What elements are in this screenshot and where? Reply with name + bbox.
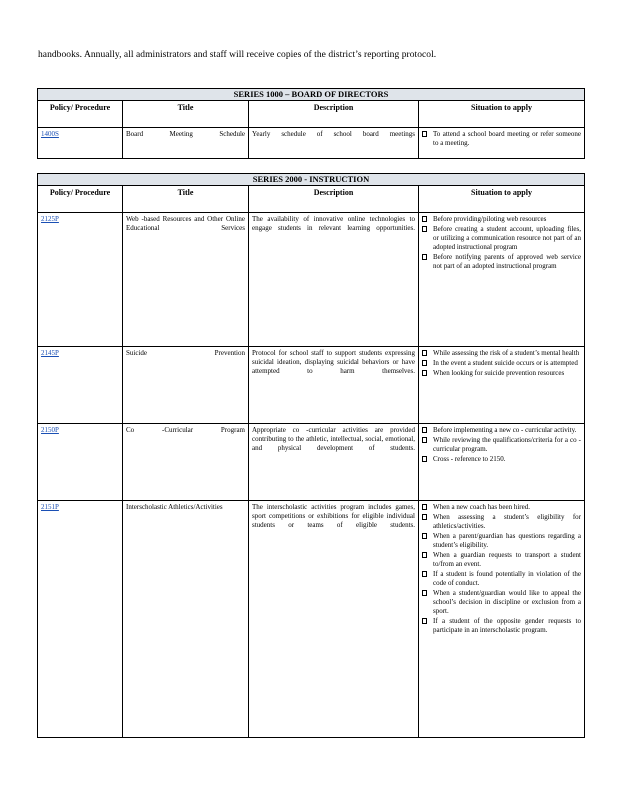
checkbox-icon [422, 226, 427, 232]
series-1000-table [37, 88, 585, 159]
situation-item: Before implementing a new co - curricular activity. [422, 426, 581, 435]
policy-description: Yearly schedule of school board meetings [249, 128, 419, 159]
checkbox-icon [422, 360, 427, 366]
situation-item: To attend a school board meeting or refer someone to a meeting. [422, 130, 581, 148]
checkbox-icon [422, 131, 427, 137]
situation-item: If a student is found potentially in violation of the code of conduct. [422, 570, 581, 588]
policy-link-2145p[interactable]: 2145P [41, 349, 59, 357]
situation-item: When looking for suicide prevention resources [422, 369, 581, 378]
series-2000-header: SERIES 2000 - INSTRUCTION [38, 174, 585, 186]
situation-item: If a student of the opposite gender requests to participate in an interscholastic program. [422, 617, 581, 635]
situation-item: When a parent/guardian has questions regarding a student’s eligibility. [422, 532, 581, 550]
policy-link-2125p[interactable]: 2125P [41, 215, 59, 223]
policy-title: Web -based Resources and Other Online Educational Services [123, 213, 249, 347]
policy-description: The interscholastic activities program includes games, sport competitions or exhibitions for eligible individual students or teams of eligible students. [249, 501, 419, 738]
checkbox-icon [422, 618, 427, 624]
situation-item: When a student/guardian would like to appeal the school’s decision in discipline or exclusion from a sport. [422, 589, 581, 616]
checkbox-icon [422, 254, 427, 260]
policy-description: Appropriate co -curricular activities are provided contributing to the athletic, intellectual, social, emotional, and physical development of students. [249, 424, 419, 501]
situation-item: In the event a student suicide occurs or is attempted [422, 359, 581, 368]
column-policy: Policy/ Procedure [38, 186, 123, 213]
table-row [38, 501, 585, 738]
policy-description: The availability of innovative online technologies to engage students in relevant learning opportunities. [249, 213, 419, 347]
series-1000-header: SERIES 1000 – BOARD OF DIRECTORS [38, 89, 585, 101]
column-description: Description [249, 186, 419, 213]
intro-paragraph: handbooks. Annually, all administrators and staff will receive copies of the district’s reporting protocol. [38, 50, 437, 60]
checkbox-icon [422, 533, 427, 539]
checkbox-icon [422, 590, 427, 596]
situation-item: When a guardian requests to transport a student to/from an event. [422, 551, 581, 569]
table-row [38, 347, 585, 424]
checkbox-icon [422, 514, 427, 520]
column-policy: Policy/ Procedure [38, 101, 123, 128]
policy-description: Protocol for school staff to support students expressing suicidal ideation, displaying suicidal behaviors or have attempted to harm themselves. [249, 347, 419, 424]
policy-link-2151p[interactable]: 2151P [41, 503, 59, 511]
policy-title: Co -Curricular Program [123, 424, 249, 501]
checkbox-icon [422, 350, 427, 356]
situation-item: When a new coach has been hired. [422, 503, 581, 512]
checkbox-icon [422, 437, 427, 443]
policy-title: Board Meeting Schedule [123, 128, 249, 159]
checkbox-icon [422, 427, 427, 433]
checkbox-icon [422, 456, 427, 462]
series-2000-table [37, 173, 585, 738]
situation-item: When assessing a student’s eligibility for athletics/activities. [422, 513, 581, 531]
table-row [38, 128, 585, 159]
checkbox-icon [422, 552, 427, 558]
table-row [38, 424, 585, 501]
checkbox-icon [422, 571, 427, 577]
column-description: Description [249, 101, 419, 128]
policy-title: Interscholastic Athletics/Activities [123, 501, 249, 738]
checkbox-icon [422, 370, 427, 376]
policy-link-1400s[interactable]: 1400S [41, 130, 59, 138]
situation-item: Cross - reference to 2150. [422, 455, 581, 464]
table-row [38, 213, 585, 347]
situation-item: While assessing the risk of a student’s mental health [422, 349, 581, 358]
checkbox-icon [422, 216, 427, 222]
column-situation: Situation to apply [419, 186, 585, 213]
column-title: Title [123, 186, 249, 213]
situation-item: While reviewing the qualifications/criteria for a co - curricular program. [422, 436, 581, 454]
column-title: Title [123, 101, 249, 128]
policy-title: Suicide Prevention [123, 347, 249, 424]
column-situation: Situation to apply [419, 101, 585, 128]
situation-item: Before creating a student account, uploading files, or utilizing a communication resource not part of an adopted instructional program [422, 225, 581, 252]
checkbox-icon [422, 504, 427, 510]
policy-link-2150p[interactable]: 2150P [41, 426, 59, 434]
situation-item: Before notifying parents of approved web service not part of an adopted instructional program [422, 253, 581, 271]
situation-item: Before providing/piloting web resources [422, 215, 581, 224]
